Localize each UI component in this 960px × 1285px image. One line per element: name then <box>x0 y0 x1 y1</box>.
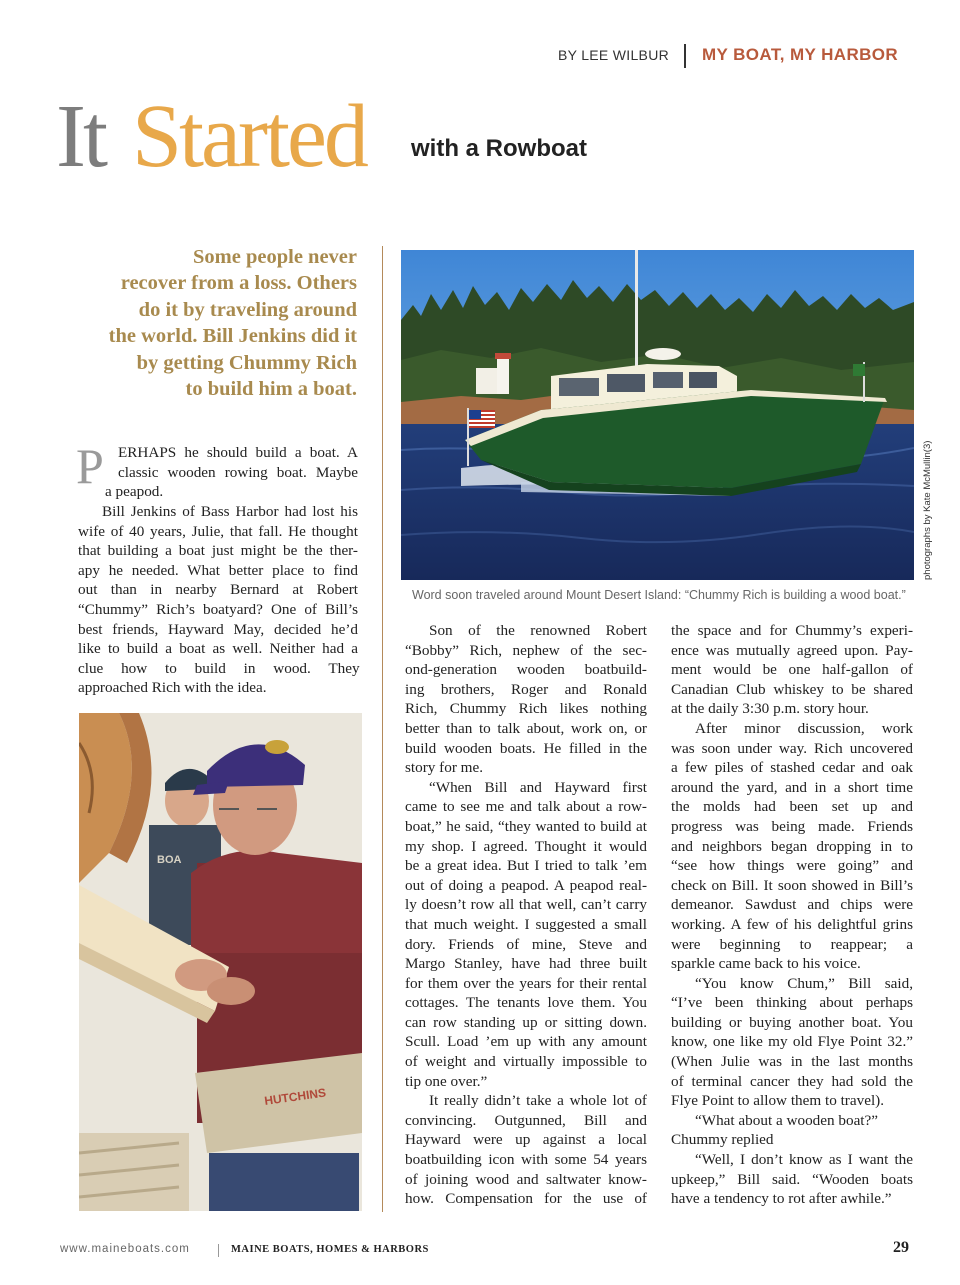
text-line: build wooden boats. He filled in the <box>405 739 647 757</box>
text-line: “I’ve been thinking about perhaps <box>671 994 913 1012</box>
text-line: was soon under way. Rich uncovered <box>671 739 913 757</box>
text-line: Chummy replied <box>671 1131 774 1149</box>
text-line: of joining wood and saltwater know- <box>405 1170 647 1188</box>
text-line: It really didn’t take a whole lot of <box>429 1092 647 1110</box>
text-line: check on Bill. It soon showed in Bill’s <box>671 876 913 894</box>
text-line: ence was mutually agreed upon. Pay- <box>671 641 913 659</box>
text-line: working. A few of his delightful grins <box>671 915 913 933</box>
byline: BY LEE WILBUR <box>558 47 670 63</box>
text-line: have a tendency to rot after awhile.” <box>671 1190 892 1208</box>
deck <box>70 244 357 402</box>
title-subtitle: with a Rowboat <box>411 135 587 162</box>
text-line: Canadian Club whiskey to be shared <box>671 680 913 698</box>
deck-line: by getting Chummy Rich <box>136 351 357 374</box>
text-line: convincing. Outgunned, Bill and <box>405 1111 647 1129</box>
page-number: 29 <box>893 1239 909 1256</box>
text-line: like to build a boat as well. Neither had a <box>78 640 358 658</box>
boatbuilder-photo <box>79 713 362 1211</box>
column-1-body <box>78 502 358 698</box>
text-line: be a great idea. But I tried to talk ’em <box>405 857 647 875</box>
text-line: Flye Point to allow them to travel). <box>671 1092 885 1110</box>
column-2 <box>405 621 647 1209</box>
text-line: ond-generation wooden boatbuild- <box>405 661 647 679</box>
text-line: sparkle came back to his voice. <box>671 955 861 973</box>
deck-line: Some people never <box>193 246 357 268</box>
text-line: tip one over.” <box>405 1072 488 1090</box>
column-3 <box>671 621 913 1209</box>
text-line: demeanor. Sawdust and chips were <box>671 896 913 914</box>
text-line: “Chummy” Rich’s boatyard? One of Bill’s <box>78 600 358 618</box>
deck-line: to build him a boat. <box>185 378 357 401</box>
drop-cap: P <box>76 438 104 494</box>
header-divider <box>684 44 686 68</box>
text-line: for them over the years for their rental <box>405 974 647 992</box>
text-line: that much weight. I suggested a small <box>405 915 647 933</box>
text-line: ly doesn’t row all that well, can’t carry <box>405 896 647 914</box>
text-line: best friends, Hayward May, decided he’d <box>78 620 358 638</box>
text-line: dory. Friends of mine, Steve and <box>405 935 647 953</box>
text-line: clue how to build in wood. They <box>78 659 360 677</box>
text-line: around the yard, and in a short time <box>671 778 913 796</box>
text-line: the molds had been set up and <box>671 798 913 816</box>
text-line: Scull. Load ’em up with any amount <box>405 1033 647 1051</box>
boat-photo <box>401 250 914 580</box>
text-line: ment would be one half-gallon of <box>671 661 913 679</box>
text-line: and neighbors began dropping in to <box>671 837 913 855</box>
column-1-intro-end <box>105 482 358 502</box>
text-line: upkeep,” Bill said. “Wooden boats <box>671 1170 913 1188</box>
text-line: cottages. The tenants love them. You <box>405 994 647 1012</box>
text-line: better than to talk about, work on, or <box>405 719 647 737</box>
text-line: “see how things were going” and <box>671 857 913 875</box>
column-1-intro <box>118 443 358 482</box>
text-line: that building a boat just might be the ther- <box>78 542 358 560</box>
text-line: how. Compensation for the use of <box>405 1190 647 1208</box>
text-line: know, one like my old Flye Point 32.” <box>671 1033 913 1051</box>
text-line: Hayward were up against a local <box>405 1131 647 1149</box>
text-line: “When Bill and Hayward first <box>429 778 647 796</box>
footer-magazine: MAINE BOATS, HOMES & HARBORS <box>231 1244 429 1255</box>
text-line: out of doing a peapod. A peapod real- <box>405 876 647 894</box>
text-line: a peapod. <box>105 483 164 500</box>
text-line: at the daily 3:30 p.m. story hour. <box>671 700 869 718</box>
text-line: a few piles of stashed cedar and oak <box>671 759 913 777</box>
text-line: “You know Chum,” Bill said, <box>695 974 913 992</box>
photo-credit: photographs by Kate McMullin(3) <box>922 440 933 580</box>
text-line: of weight and virtually impossible to <box>405 1053 647 1071</box>
text-line: of terminal cancer they had sold the <box>671 1072 913 1090</box>
text-line: “Bobby” Rich, nephew of the sec- <box>405 641 647 659</box>
title-it: It <box>56 87 105 186</box>
deck-line: the world. Bill Jenkins did it <box>108 325 357 348</box>
text-line: out than in nearby Bernard at Robert <box>78 581 358 599</box>
shirt-lettering: BOA <box>157 854 182 866</box>
text-line: ERHAPS he should build a boat. A <box>118 444 358 461</box>
text-line: story for me. <box>405 759 484 777</box>
text-line: wife of 40 years, Julie, that fall. He thought <box>78 522 358 540</box>
text-line: apy he needed. What better place to find <box>78 561 358 579</box>
text-line: can row standing up or sitting down. <box>405 1013 647 1031</box>
text-line: were beginning to reappear; a <box>671 935 913 953</box>
text-line: “What about a wooden boat?” <box>695 1111 879 1129</box>
text-line: progress was being made. Friends <box>671 817 913 835</box>
text-line: Rich, Chummy Rich likes nothing <box>405 700 647 718</box>
text-line: approached Rich with the idea. <box>78 679 267 697</box>
text-line: Son of the renowned Robert <box>429 622 647 639</box>
text-line: (When Julie was in the last months <box>671 1053 913 1071</box>
text-line: After minor discussion, work <box>695 719 913 737</box>
boatbuilder-photo-illustration <box>79 713 362 1211</box>
deck-line: recover from a loss. Others <box>120 272 357 295</box>
footer-divider <box>218 1244 219 1257</box>
text-line: building or buying another boat. You <box>671 1013 913 1031</box>
title-started: Started <box>132 87 366 186</box>
text-line: my shop. I agreed. Thought it would <box>405 837 647 855</box>
text-line: Margo Stanley, have had three built <box>405 955 647 973</box>
column-divider <box>382 246 383 1212</box>
text-line: boat,” he said, “they wanted to build at <box>405 817 647 835</box>
boat-photo-illustration <box>401 250 914 580</box>
photo-caption: Word soon traveled around Mount Desert Island: “Chummy Rich is building a wood boat.” <box>412 588 906 602</box>
footer-url: www.maineboats.com <box>60 1243 190 1255</box>
text-line: “Well, I don’t know as I want the <box>695 1151 913 1169</box>
text-line: boatbuilding icon with some 54 years <box>405 1151 647 1169</box>
text-line: ing brothers, Roger and Ronald <box>405 680 647 698</box>
text-line: classic wooden rowing boat. Maybe <box>118 463 358 481</box>
apron-lettering: HUTCHINS <box>263 1085 327 1108</box>
text-line: came to see me and talk about a row- <box>405 798 647 816</box>
text-line: Bill Jenkins of Bass Harbor had lost his <box>102 503 358 520</box>
text-line: the space and for Chummy’s experi- <box>671 622 913 639</box>
section-title: MY BOAT, MY HARBOR <box>702 45 899 64</box>
deck-line: do it by traveling around <box>138 298 357 321</box>
